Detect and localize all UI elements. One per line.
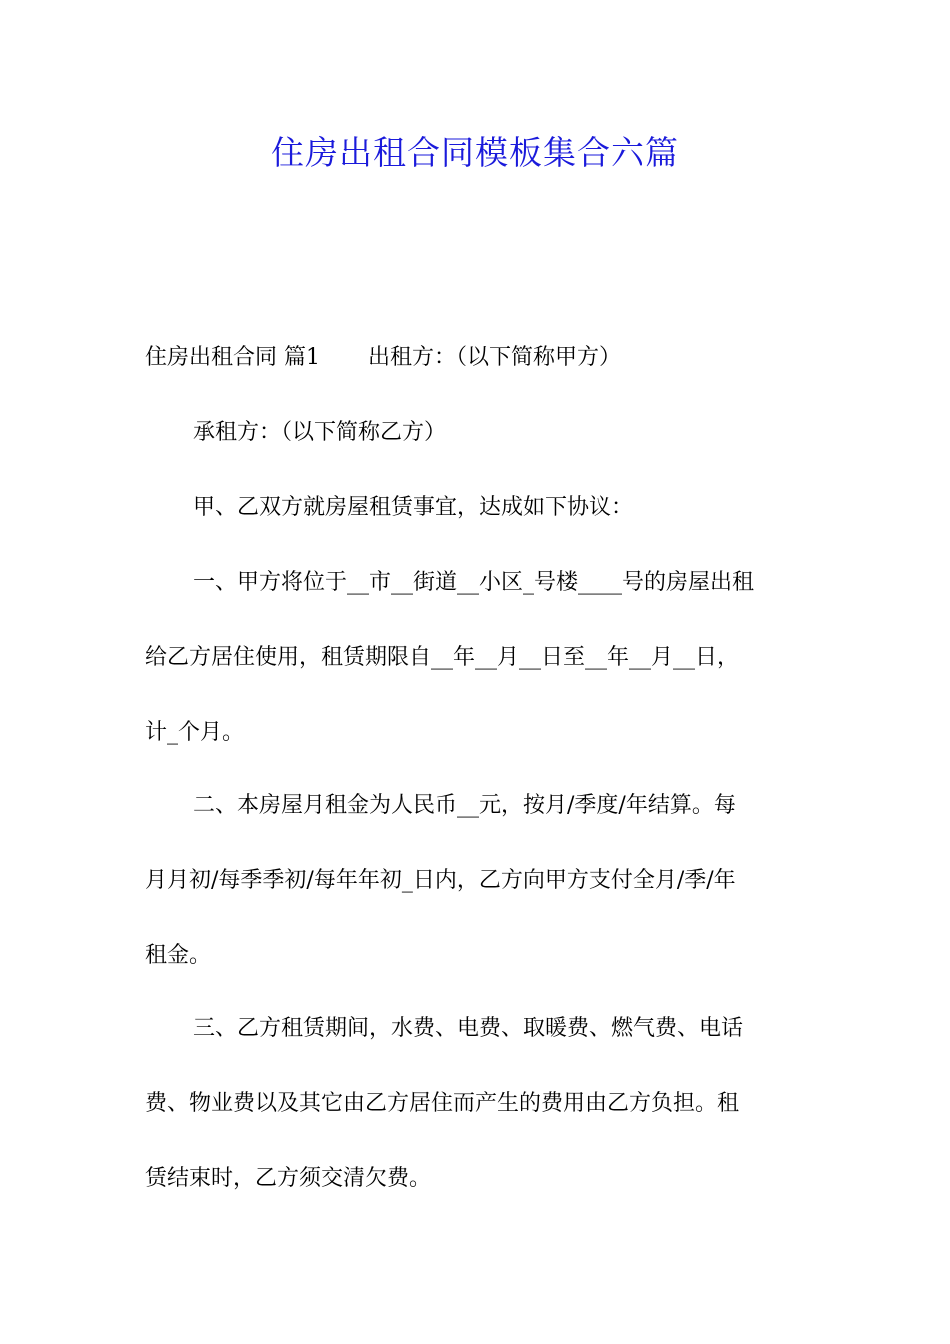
clause-2-line: 租金。 xyxy=(145,943,212,968)
lessor-label: 出租方：（以下简称甲方） xyxy=(368,345,622,370)
clause-1-line: 给乙方居住使用，租赁期限自__年__月__日至__年__月__日， xyxy=(145,645,740,670)
paragraph-line xyxy=(145,343,815,373)
clause-1-line: 计_个月。 xyxy=(145,720,245,745)
paragraph-line: 甲、乙双方就房屋租赁事宜，达成如下协议： xyxy=(193,495,634,520)
section-heading: 住房出租合同 篇1 xyxy=(145,345,320,370)
clause-2-line: 月月初/每季季初/每年年初_日内，乙方向甲方支付全月/季/年 xyxy=(145,868,736,893)
clause-1-line: 一、甲方将位于__市__街道__小区_号楼____号的房屋出租 xyxy=(193,570,755,595)
clause-3-line: 三、乙方租赁期间，水费、电费、取暖费、燃气费、电话 xyxy=(193,1016,744,1041)
clause-2-line: 二、本房屋月租金为人民币__元，按月/季度/年结算。每 xyxy=(193,793,736,818)
lessee-label: 承租方：（以下简称乙方） xyxy=(193,420,447,445)
document-title: 住房出租合同模板集合六篇 xyxy=(271,133,679,172)
clause-3-line: 赁结束时，乙方须交清欠费。 xyxy=(145,1166,432,1191)
clause-3-line: 费、物业费以及其它由乙方居住而产生的费用由乙方负担。租 xyxy=(145,1091,740,1116)
